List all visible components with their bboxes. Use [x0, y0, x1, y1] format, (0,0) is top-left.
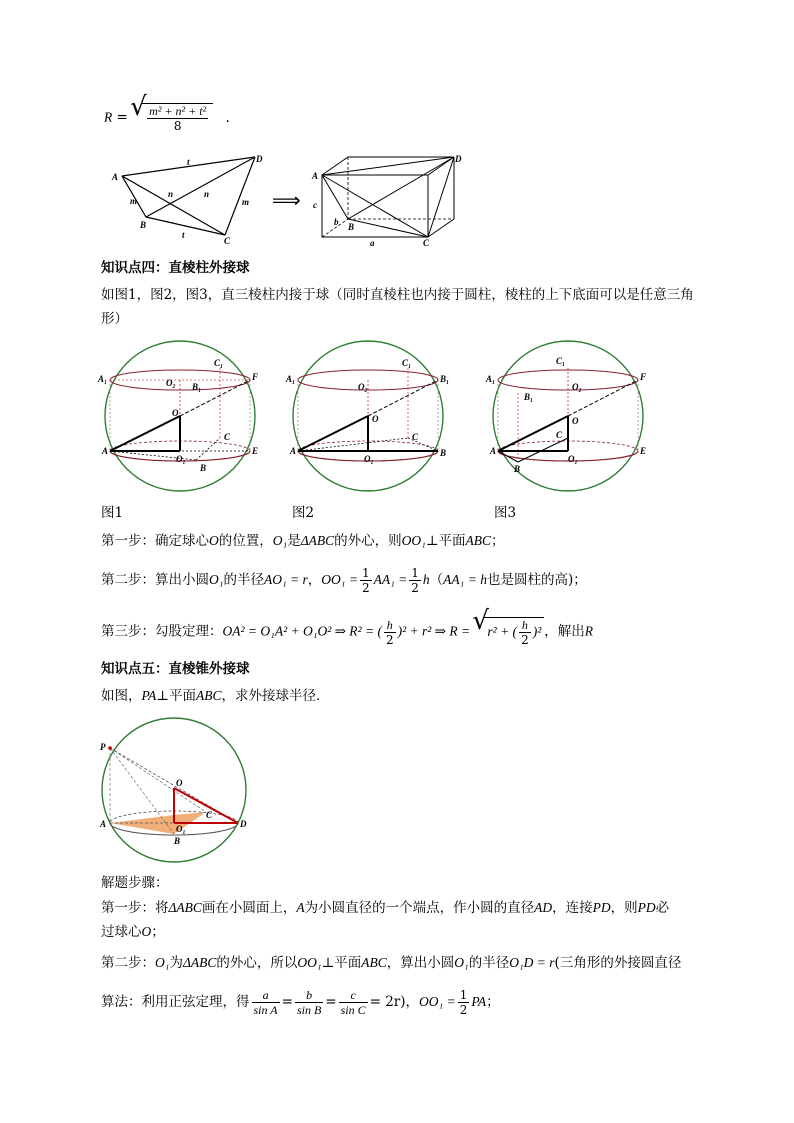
s4-step1-t1: 的位置，	[218, 533, 273, 549]
s4-step1-t4: 平面	[438, 533, 466, 549]
s4-step1-t3: 的外心，则	[334, 533, 402, 549]
s5-step1-t2: 为小圆直径的一个端点，作小圆的直径	[304, 900, 535, 916]
s5-step2-t6: (三角形的外接圆直径	[554, 955, 682, 971]
s4-step1-tri: ΔABC	[300, 533, 335, 548]
s5-intro-pa: PA	[141, 688, 157, 703]
s5-step1-t1: 画在小圆面上，	[201, 900, 297, 916]
s5-step1-pd2: PD	[637, 900, 656, 915]
box-label-b: B	[348, 222, 355, 232]
formula-r-num: √ m² + n² + t²	[149, 104, 207, 118]
s5-step2-l2-sc: sin C	[340, 1003, 366, 1017]
s2-label-c1: C₁	[402, 358, 412, 368]
s4-step2-paren: （	[429, 572, 444, 588]
s5-intro-t2: 平面	[168, 688, 196, 704]
s4-step1-perp: ⊥	[425, 533, 439, 549]
pyr-label-o1: O₁	[176, 824, 186, 834]
s5-step1-l2-t1: 过球心	[101, 924, 142, 940]
s4-step2-aa1: AA₁ =	[373, 572, 408, 587]
formula-r	[104, 103, 230, 133]
s5-intro-abc: ABC	[195, 688, 222, 703]
box-label-c-edge: c	[313, 200, 317, 210]
s2-label-o2: O₂	[358, 382, 368, 392]
tetra-label-t2: t	[182, 230, 185, 240]
figure-sphere-1	[96, 338, 272, 496]
s4-step3-label: 第三步：勾股定理：	[101, 623, 223, 640]
s2-label-c: C	[412, 432, 419, 442]
s4-step2-label: 第二步：算出小圆	[101, 572, 209, 588]
s5-step2-t5: 的半径	[468, 955, 510, 971]
s4-step1-abc: ABC	[465, 533, 492, 548]
tetra-label-m2: m	[242, 197, 250, 207]
formula-r-eq: =	[116, 109, 128, 126]
s4-step1-o1: O₁	[272, 533, 288, 548]
figure-sphere-2	[284, 338, 460, 496]
s5-step2-t1: 为	[169, 955, 183, 971]
formula-r-end: .	[225, 109, 230, 126]
s4-step2-f2n: 1	[411, 566, 419, 580]
figure-pyramid-sphere	[96, 712, 256, 862]
s4-step2	[101, 566, 587, 595]
s1-label-o: O	[172, 408, 179, 418]
s5-step1-pd: PD	[592, 900, 611, 915]
s5-step2-l2-sa: sin A	[253, 1003, 278, 1017]
s5-intro-t3: ，求外接球半径．	[221, 688, 330, 704]
s4-step3-two: 2	[385, 632, 394, 647]
box-label-b-edge: b	[334, 217, 339, 227]
s5-step1-label: 第一步：将	[101, 900, 169, 916]
formula-r-lhs: R	[104, 109, 113, 125]
s5-step2-t3: 平面	[334, 955, 362, 971]
s5-step1-tri: ΔABC	[168, 900, 202, 915]
tetra-label-a: A	[112, 172, 119, 182]
s4-step3-eq1: OA² = O₁A² + O₁O² ⇒ R² = (	[222, 623, 382, 639]
pyr-label-b: B	[174, 836, 181, 846]
s2-label-b1: B₁	[440, 374, 450, 384]
s2-label-o: O	[372, 414, 379, 424]
s5-step2-l2-eq: = 2r)，	[369, 994, 420, 1010]
s5-intro-perp: ⊥	[156, 688, 169, 704]
s1-label-a1: A₁	[98, 374, 108, 384]
s1-label-b1: B₁	[192, 382, 202, 392]
s4-step3-eq2: )² + r² ⇒ R =	[397, 623, 471, 639]
figure-box	[308, 152, 473, 247]
s5-step2-l2-fd: 2	[459, 1003, 468, 1017]
s5-steps-title: 解题步骤：	[101, 875, 169, 891]
s1-label-c1: C₁	[214, 358, 224, 368]
s4-step1-o: O	[209, 533, 219, 548]
pyr-label-p: P	[100, 742, 106, 752]
s4-step3-sqrt	[474, 617, 544, 647]
section4-heading: 知识点四：直棱柱外接球	[101, 260, 250, 276]
pyr-label-o: O	[176, 778, 183, 788]
s4-step2-aa1h: AA₁ = h	[443, 572, 487, 587]
s4-step3	[101, 617, 593, 647]
s4-step3-rad-two: 2	[521, 633, 529, 647]
s5-step1-a: A	[296, 900, 305, 915]
s3-label-o: O	[572, 416, 579, 426]
s4-step3-t1: ，解出	[544, 623, 585, 640]
s5-step1-l2-o: O	[141, 924, 152, 939]
s5-step2-o1: O₁	[155, 955, 170, 970]
s4-step3-r: R	[584, 623, 593, 639]
s5-step2-l2-b: b	[295, 988, 323, 1003]
s5-step2-l2-fn: 1	[459, 988, 468, 1002]
s5-step2-line2: 算法：利用正弦定理，得 $\frac{a}{\text{sin A}}$ = $\frac{b}{\text{sin B}}$ = $\frac{c}{\text{sin C}}$ = 2r)，OO₁ = $\frac{1}{2}$ PA；	[101, 988, 500, 1017]
s4-step2-o1: O₁	[209, 572, 224, 587]
s5-step2-oo1: OO₁	[297, 955, 322, 970]
s5-step2-l2-sb: sin B	[296, 1003, 322, 1017]
s1-label-o1: O₁	[176, 454, 186, 464]
s5-step2-t2: 的外心，所以	[216, 955, 298, 971]
box-label-a: A	[312, 171, 319, 181]
s1-label-b: B	[200, 463, 207, 473]
section5-heading: 知识点五：直棱锥外接球	[101, 661, 250, 677]
s5-step2-line1: 第二步：O₁为ΔABC的外心，所以OO₁⊥平面ABC，算出小圆O₁的半径O₁D = r(三角形的外接圆直径	[101, 955, 682, 971]
s5-intro-t1: 如图，	[101, 688, 142, 704]
pyr-label-a: A	[100, 819, 107, 829]
pyr-label-d: D	[240, 819, 247, 829]
s3-label-a1: A₁	[486, 374, 496, 384]
s5-step1-line1	[101, 898, 669, 918]
s3-label-a: A	[490, 446, 497, 456]
s5-step2-l2-pa: PA	[471, 994, 487, 1009]
s5-step2-l2-c: c	[339, 988, 368, 1003]
s4-step1-end: ；	[491, 533, 505, 549]
s5-step1-t3: ，连接	[552, 900, 593, 916]
formula-r-sqrt	[132, 103, 213, 133]
caption-fig2: 图2	[292, 505, 315, 521]
box-label-c: C	[423, 238, 430, 248]
tetra-label-d: D	[256, 154, 263, 164]
s2-label-b: B	[440, 448, 447, 458]
s4-step2-ao1: AO₁ = r	[263, 572, 308, 587]
section4-intro-line1: 如图1，图2，图3，直三棱柱内接于球（同时直棱柱也内接于圆柱，棱柱的上下底面可以是任意三角	[101, 287, 694, 303]
pyr-label-c: C	[206, 810, 213, 820]
s5-step2-l2-end: ；	[486, 994, 500, 1010]
figure-tetrahedron	[110, 152, 263, 247]
s2-label-o1: O₁	[364, 454, 374, 464]
s5-step2-l2-a: a	[252, 988, 280, 1003]
s5-step1-l2-end: ；	[151, 924, 165, 940]
s3-label-o2: O₂	[572, 382, 582, 392]
s5-step1-line2	[101, 922, 165, 942]
s5-step2-tri: ΔABC	[182, 955, 217, 970]
caption-fig1: 图1	[101, 505, 124, 521]
s1-label-o2: O₂	[166, 378, 176, 388]
s5-step2-l2-t1: 算法：利用正弦定理，得	[101, 994, 250, 1010]
s4-step1	[101, 531, 505, 551]
s5-step2-o1b: O₁	[454, 955, 469, 970]
s3-label-c1: C₁	[556, 356, 566, 366]
s4-step2-f1n: 1	[361, 566, 370, 580]
s3-label-b: B	[514, 464, 521, 474]
s1-label-e: E	[252, 446, 259, 456]
tetra-label-m1: m	[130, 196, 138, 206]
s5-step1-t5: 必	[655, 900, 670, 916]
s4-step2-t2: 也是圆柱的高)；	[486, 572, 587, 588]
s5-step2-l2-oo1: OO₁ =	[419, 994, 456, 1009]
s1-label-a: A	[102, 446, 109, 456]
s4-step1-label: 第一步：确定球心	[101, 533, 209, 549]
s5-intro	[101, 686, 329, 706]
s3-label-e: E	[640, 446, 647, 456]
s3-label-c: C	[556, 430, 563, 440]
caption-fig3: 图3	[494, 505, 517, 521]
s4-step1-oo1: OO₁	[401, 533, 426, 548]
section4-intro-line2: 形）	[101, 311, 128, 327]
s1-label-f: F	[252, 372, 259, 382]
s5-step1-t4: ，则	[610, 900, 638, 916]
tetra-label-c: C	[224, 236, 231, 246]
tetra-label-n1: n	[168, 189, 174, 199]
s4-step3-rad1: r² + (	[487, 624, 518, 639]
s1-label-c: C	[224, 432, 231, 442]
s4-step2-sep: ，	[307, 572, 322, 588]
s4-step3-rad2: )²	[532, 624, 542, 639]
s4-step2-f1d: 2	[361, 581, 370, 595]
tetra-label-t1: t	[187, 157, 190, 167]
s2-label-a1: A₁	[286, 374, 296, 384]
tetra-label-b: B	[140, 220, 147, 230]
s3-label-b1: B₁	[524, 392, 534, 402]
box-label-a-edge: a	[370, 238, 375, 248]
s5-step2-abc: ABC	[361, 955, 387, 970]
s4-step2-oo1: OO₁ =	[321, 572, 358, 587]
s4-step3-rad-h: h	[519, 618, 531, 633]
s4-step1-t2: 是	[287, 533, 301, 549]
implies-arrow-icon: ⟹	[272, 188, 301, 212]
formula-r-den: 8	[173, 119, 182, 133]
s3-label-o1: O₁	[568, 454, 578, 464]
tetra-label-n2: n	[204, 189, 210, 199]
s4-step3-h: h	[384, 618, 396, 633]
s5-step2-t4: ，算出小圆	[386, 955, 455, 971]
s2-label-a: A	[290, 446, 297, 456]
s4-step2-t1: 的半径	[223, 572, 264, 588]
figure-sphere-3	[484, 338, 660, 496]
s3-label-f: F	[640, 372, 647, 382]
s5-step2-o1d: O₁D = r	[509, 955, 555, 970]
s5-step2-perp: ⊥	[321, 955, 335, 971]
box-label-d: D	[455, 154, 462, 164]
s5-step1-ad: AD	[534, 900, 553, 915]
s4-step2-h: h	[422, 572, 430, 587]
s4-step2-f2d: 2	[411, 581, 419, 595]
